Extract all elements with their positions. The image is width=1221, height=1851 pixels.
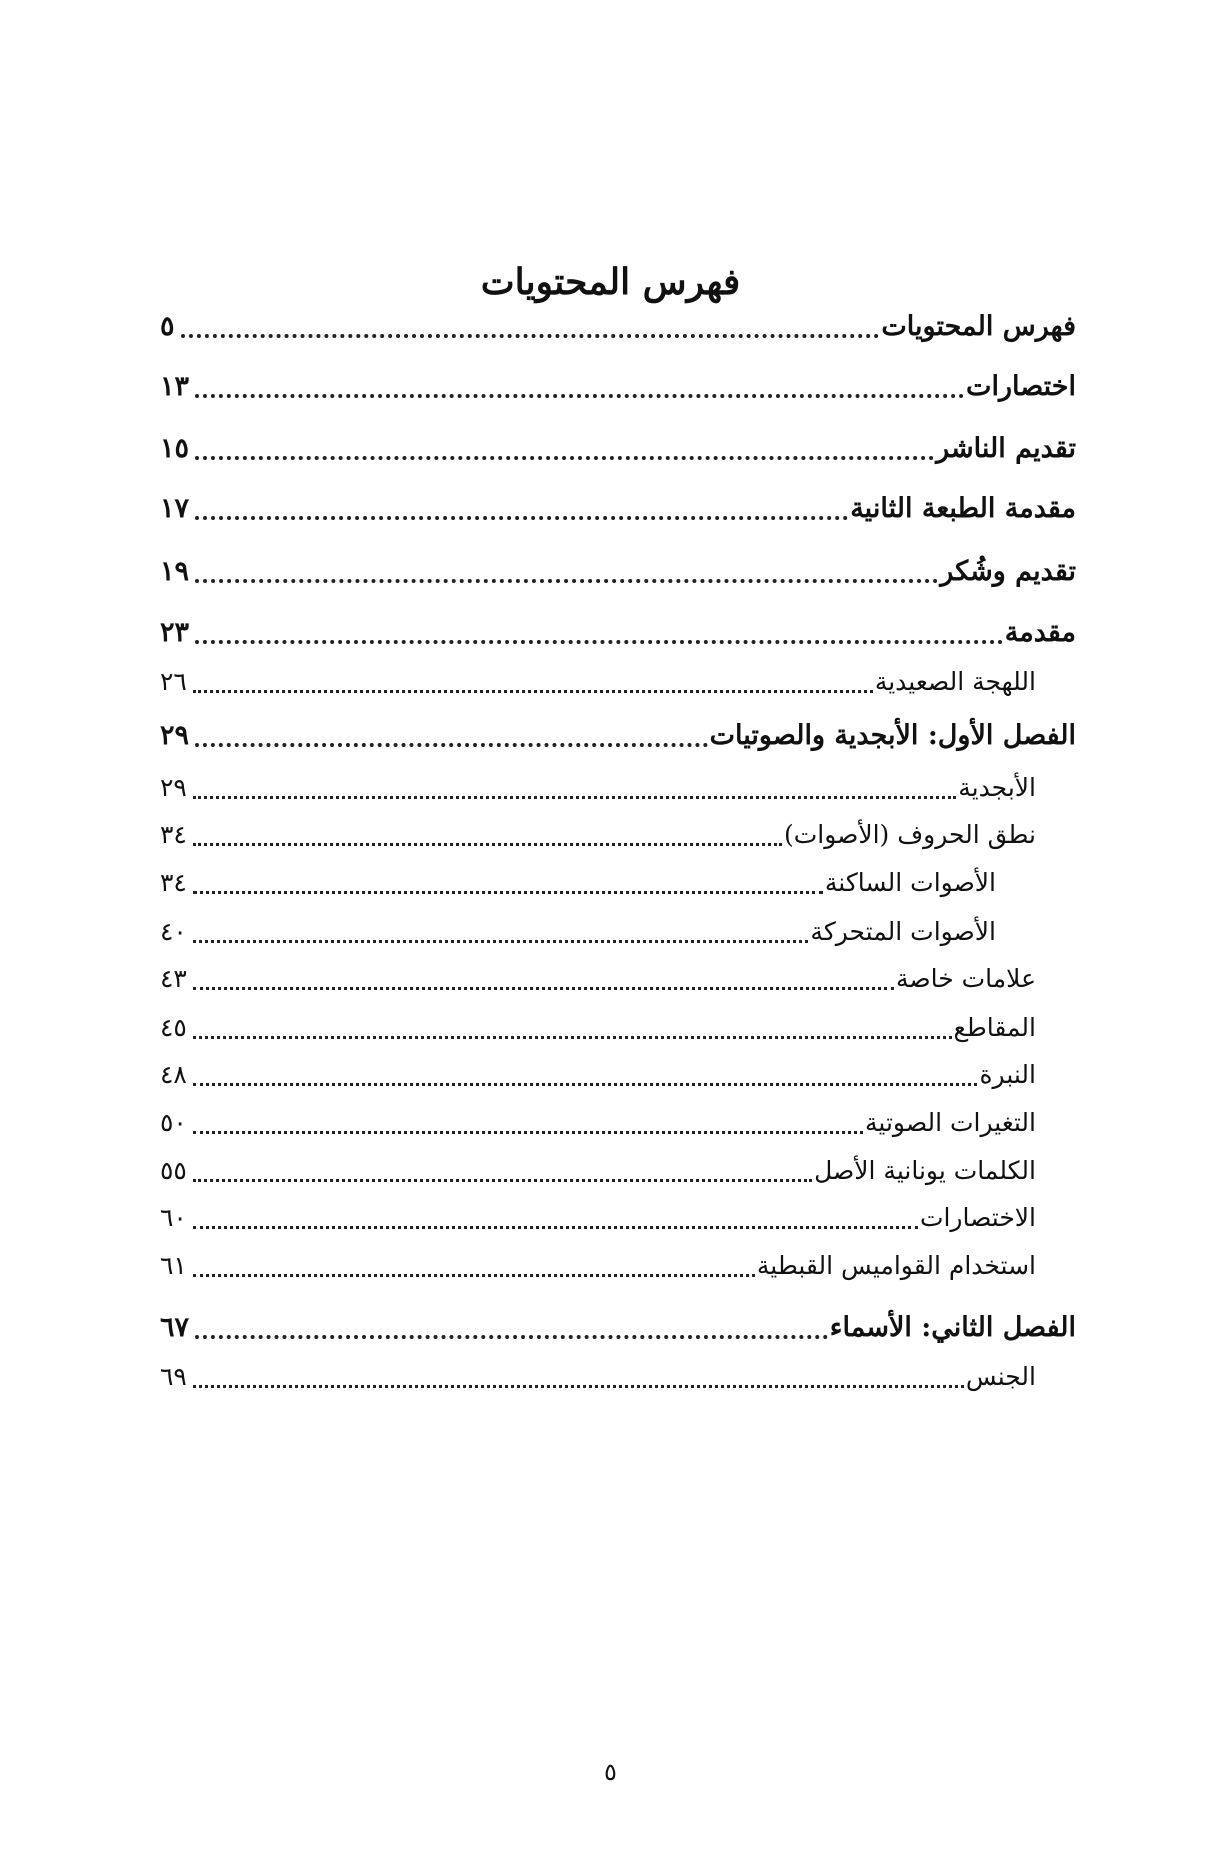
toc-entry-page-number: ٣٤: [160, 820, 187, 849]
dot-leader: [195, 516, 848, 520]
toc-entry: [160, 713, 1076, 759]
dot-leader: [195, 394, 964, 398]
toc-entry-page-number: ١٥: [160, 433, 190, 464]
toc-entry-page-number: ٢٣: [160, 617, 190, 648]
dot-leader: [193, 940, 809, 943]
toc-entry-page-number: ١٧: [160, 493, 190, 524]
toc-entry: [160, 1195, 1036, 1241]
toc-entry: [160, 1148, 1036, 1194]
dot-leader: [193, 1226, 918, 1229]
toc-entry-label: الجنس: [965, 1362, 1036, 1391]
toc-entry: [160, 659, 1036, 705]
dot-leader: [193, 843, 782, 846]
toc-entry: [160, 549, 1076, 595]
toc-entry-page-number: ٤٠: [160, 917, 187, 946]
toc-entry-label: المقاطع: [953, 1013, 1036, 1042]
dot-leader: [193, 1131, 863, 1134]
toc-entry-page-number: ٣٤: [160, 868, 187, 897]
dot-leader: [193, 1385, 964, 1388]
dot-leader: [193, 1179, 812, 1182]
dot-leader: [193, 796, 956, 799]
toc-entry-page-number: ٥٥: [160, 1156, 187, 1185]
toc-entry-page-number: ٤٣: [160, 964, 187, 993]
toc-entry: [160, 364, 1076, 410]
toc-entry: [160, 610, 1076, 656]
dot-leader: [193, 891, 823, 894]
toc-entry-label: نطق الحروف (الأصوات): [783, 820, 1036, 849]
toc-entry-page-number: ٦١: [160, 1251, 187, 1280]
toc-entry: [160, 765, 1036, 811]
dot-leader: [195, 640, 1003, 644]
dot-leader: [195, 579, 938, 583]
toc-entry-label: مقدمة: [1004, 617, 1076, 648]
toc-entry: [160, 909, 996, 955]
toc-entry-label: التغيرات الصوتية: [865, 1108, 1036, 1137]
toc-entry-label: الأصوات الساكنة: [824, 868, 996, 897]
toc-entry: [160, 1005, 1036, 1051]
dot-leader: [181, 334, 880, 338]
toc-entry: [160, 1100, 1036, 1146]
toc-entry: [160, 1052, 1036, 1098]
toc-entry-label: النبرة: [979, 1060, 1036, 1089]
toc-entry-page-number: ٤٨: [160, 1060, 187, 1089]
toc-entry-page-number: ٢٩: [160, 720, 190, 751]
dot-leader: [193, 987, 894, 990]
toc-entry: [160, 486, 1076, 532]
toc-entry-page-number: ٥: [160, 311, 175, 342]
toc-entry-label: اختصارات: [966, 371, 1076, 402]
toc-entry: [160, 426, 1076, 472]
dot-leader: [195, 1335, 828, 1339]
page-number: ٥: [604, 1758, 617, 1786]
toc-entry-label: اللهجة الصعيدية: [874, 667, 1036, 696]
toc-entry-page-number: ٢٦: [160, 667, 187, 696]
toc-entry-label: الاختصارات: [919, 1203, 1036, 1232]
toc-entry-label: الفصل الأول: الأبجدية والصوتيات: [709, 720, 1076, 751]
toc-entry-label: فهرس المحتويات: [881, 311, 1076, 342]
dot-leader: [195, 456, 934, 460]
toc-entry-page-number: ٤٥: [160, 1013, 187, 1042]
toc-entry-page-number: ٦٠: [160, 1203, 187, 1232]
toc-entry-label: مقدمة الطبعة الثانية: [850, 493, 1076, 524]
toc-entry: [160, 1243, 1036, 1289]
toc-entry: [160, 1354, 1036, 1400]
toc-entry-label: علامات خاصة: [895, 964, 1036, 993]
toc-entry-page-number: ٥٠: [160, 1108, 187, 1137]
toc-entry-label: تقديم وشُكر: [940, 556, 1076, 587]
toc-entry-page-number: ١٣: [160, 371, 190, 402]
toc-entry-page-number: ١٩: [160, 556, 190, 587]
toc-entry: [160, 860, 996, 906]
dot-leader: [195, 743, 708, 747]
toc-entry-page-number: ٦٧: [160, 1312, 190, 1343]
toc-entry-label: استخدام القواميس القبطية: [756, 1251, 1036, 1280]
toc-entry-label: الفصل الثاني: الأسماء: [829, 1312, 1076, 1343]
toc-entry-page-number: ٢٩: [160, 773, 187, 802]
dot-leader: [193, 1083, 978, 1086]
toc-entry: [160, 956, 1036, 1002]
toc-entry-label: الأبجدية: [958, 773, 1036, 802]
toc-entry: [160, 812, 1036, 858]
toc-entry-label: الكلمات يونانية الأصل: [814, 1156, 1036, 1185]
toc-entry: [160, 304, 1076, 350]
dot-leader: [193, 690, 873, 693]
page-title: فهرس المحتويات: [480, 261, 741, 303]
toc-entry-label: تقديم الناشر: [936, 433, 1076, 464]
dot-leader: [193, 1274, 755, 1277]
toc-entry-label: الأصوات المتحركة: [810, 917, 996, 946]
toc-entry: [160, 1305, 1076, 1351]
dot-leader: [193, 1036, 952, 1039]
toc-entry-page-number: ٦٩: [160, 1362, 187, 1391]
